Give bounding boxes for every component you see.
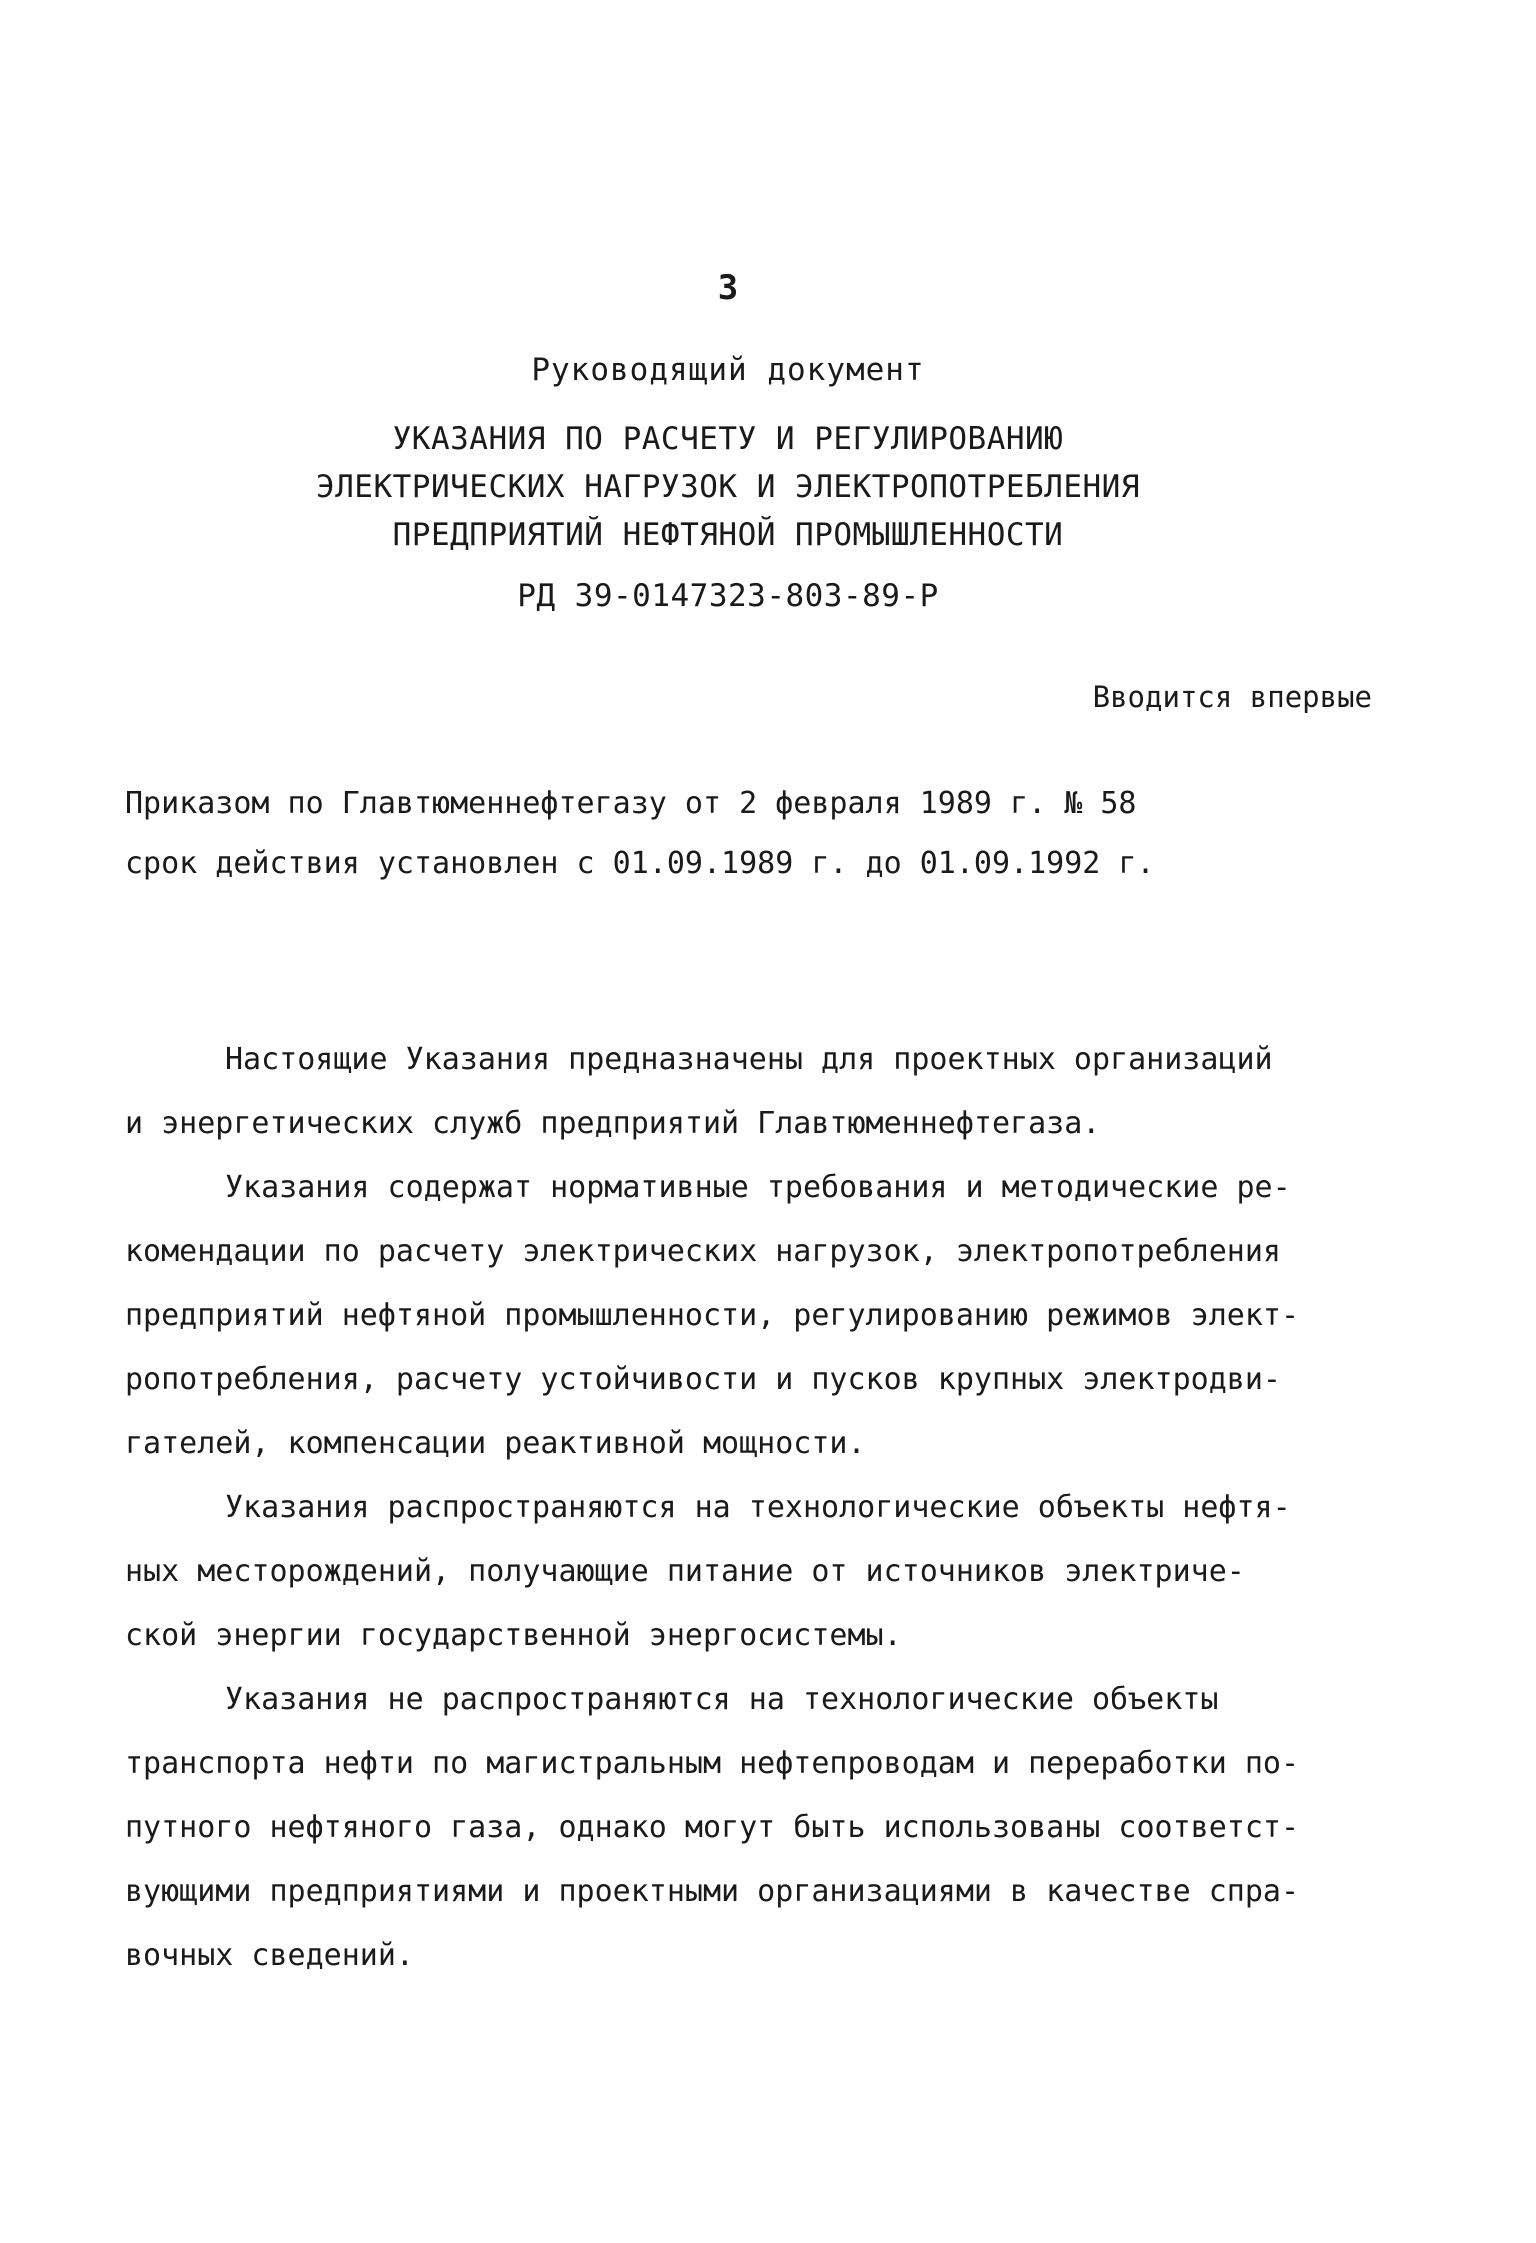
paragraph-line: гателей, компенсации реактивной мощности. [125,1426,866,1461]
title-line-3: ПРЕДПРИЯТИЙ НЕФТЯНОЙ ПРОМЫШЛЕННОСТИ [392,517,1064,553]
document-title [0,415,1456,559]
introduction-note: Вводится впервые [1092,680,1372,714]
paragraph-line: ской энергии государственной энергосистемы. [125,1618,902,1653]
paragraph-line: Указания распространяются на технологические объекты нефтя- [225,1490,1291,1525]
paragraph-line: вочных сведений. [125,1938,414,1973]
paragraph-line: Указания не распространяются на технологические объекты [225,1682,1219,1717]
document-kind: Руководящий документ [531,352,925,388]
paragraph-line: и энергетических служб предприятий Главтюменнефтегаза. [125,1106,1101,1141]
paragraph-line: Настоящие Указания предназначены для проектных организаций [225,1042,1273,1077]
title-line-2: ЭЛЕКТРИЧЕСКИХ НАГРУЗОК И ЭЛЕКТРОПОТРЕБЛЕНИЯ [315,469,1141,505]
order-info [125,774,1155,894]
document-code: РД 39-0147323-803-89-Р [517,578,939,614]
paragraph-line: транспорта нефти по магистральным нефтепроводам и переработки по- [125,1746,1299,1781]
order-line: Приказом по Главтюменнефтегазу от 2 февраля 1989 г. № 58 [125,786,1137,821]
paragraph-line: комендации по расчету электрических нагрузок, электропотребления [125,1234,1281,1269]
page-number: 3 [717,268,739,308]
paragraph-line: вующими предприятиями и проектными организациями в качестве спра- [125,1874,1299,1909]
paragraph-line: ных месторождений, получающие питание от источников электриче- [125,1554,1245,1589]
title-line-1: УКАЗАНИЯ ПО РАСЧЕТУ И РЕГУЛИРОВАНИЮ [392,421,1064,457]
body-text [125,1028,1299,1988]
paragraph-line: Указания содержат нормативные требования и методические ре- [225,1170,1291,1205]
validity-line: срок действия установлен с 01.09.1989 г. до 01.09.1992 г. [125,846,1155,881]
paragraph-line: предприятий нефтяной промышленности, регулированию режимов элект- [125,1298,1299,1333]
paragraph-line: ропотребления, расчету устойчивости и пусков крупных электродви- [125,1362,1281,1397]
paragraph-line: путного нефтяного газа, однако могут быть использованы соответст- [125,1810,1299,1845]
